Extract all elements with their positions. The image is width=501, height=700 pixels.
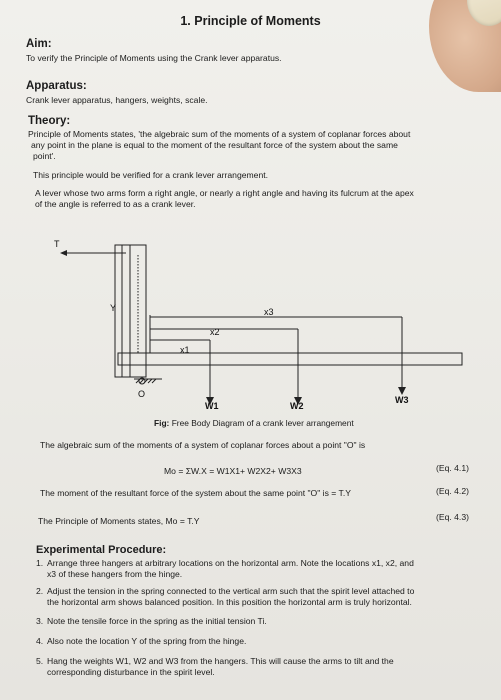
page-title: 1. Principle of Moments [180, 14, 321, 28]
horizontal-arm [118, 353, 462, 365]
step-line-1: Adjust the tension in the spring connected to the vertical arm such that the spirit level attached to [47, 586, 415, 596]
theory-para2: This principle would be verified for a crank lever arrangement. [33, 170, 269, 180]
label-w2: W2 [290, 401, 304, 410]
label-w1: W1 [205, 401, 219, 410]
step-line-1: Hang the weights W1, W2 and W3 from the hangers. This will cause the arms to tilt and the [47, 656, 394, 666]
theory-para1-line2: any point in the plane is equal to the moment of the resultant force of the system about the same [31, 140, 398, 150]
equation-3-text: The Principle of Moments states, Mo = T.Y [38, 516, 200, 526]
theory-para3-line2: of the angle is referred to as a crank lever. [35, 199, 196, 209]
procedure-heading: Experimental Procedure: [36, 544, 167, 556]
equation-1-number: (Eq. 4.1) [436, 463, 469, 473]
label-t: T [54, 239, 60, 249]
w3-arrow [398, 387, 406, 395]
apparatus-heading: Apparatus: [26, 80, 87, 92]
apparatus-text: Crank lever apparatus, hangers, weights, scale. [26, 95, 208, 105]
theory-heading: Theory: [28, 115, 71, 127]
step-number: 3. [36, 616, 44, 626]
procedure-step-2 [36, 586, 501, 607]
step-line-2: the horizontal arm shows balanced position. In this position the horizontal arm is truly horizontal. [47, 596, 412, 607]
step-line-1: Note the tensile force in the spring as the initial tension Ti. [47, 616, 267, 626]
label-x3: x3 [264, 307, 274, 317]
theory-para1-line1: Principle of Moments states, 'the algebraic sum of the moments of a system of coplanar forces about [28, 129, 411, 139]
step-line-2: corresponding disturbance in the spirit level. [47, 666, 215, 677]
step-number: 5. [36, 656, 44, 666]
step-line-1: Also note the location Y of the spring from the hinge. [47, 636, 247, 646]
step-line-1: Arrange three hangers at arbitrary locations on the horizontal arm. Note the locations x1, x2, and [47, 558, 414, 568]
procedure-step-1 [36, 558, 501, 579]
label-o: O [138, 389, 146, 399]
tension-arrow [60, 250, 67, 256]
crank-lever-diagram [0, 225, 501, 410]
equation-2-number: (Eq. 4.2) [436, 486, 469, 496]
theory-para1-line3: point'. [33, 151, 56, 161]
procedure-step-5 [36, 656, 501, 677]
procedure-step-3 [36, 616, 501, 627]
label-y: Y [110, 303, 117, 313]
equation-3-number: (Eq. 4.3) [436, 512, 469, 522]
step-number: 4. [36, 636, 44, 646]
step-number: 1. [36, 558, 44, 568]
figure-caption [154, 418, 354, 428]
label-w3: W3 [395, 395, 409, 405]
procedure-step-4 [36, 636, 501, 647]
figure-caption-prefix: Fig: [154, 418, 170, 428]
equations-intro: The algebraic sum of the moments of a system of coplanar forces about a point "O" is [40, 440, 366, 450]
figure-caption-text: Free Body Diagram of a crank lever arrangement [171, 418, 354, 428]
equation-2-text: The moment of the resultant force of the system about the same point "O" is = T.Y [40, 488, 351, 498]
aim-heading: Aim: [26, 38, 52, 50]
label-x1: x1 [180, 345, 190, 355]
aim-text: To verify the Principle of Moments using the Crank lever apparatus. [26, 53, 282, 63]
theory-para3-line1: A lever whose two arms form a right angle, or nearly a right angle and having its fulcrum at the apex [35, 188, 414, 198]
equation-1: Mo = ΣW.X = W1X1+ W2X2+ W3X3 [164, 466, 302, 476]
step-line-2: x3 of these hangers from the hinge. [47, 568, 183, 579]
label-x2: x2 [210, 327, 220, 337]
step-number: 2. [36, 586, 44, 596]
